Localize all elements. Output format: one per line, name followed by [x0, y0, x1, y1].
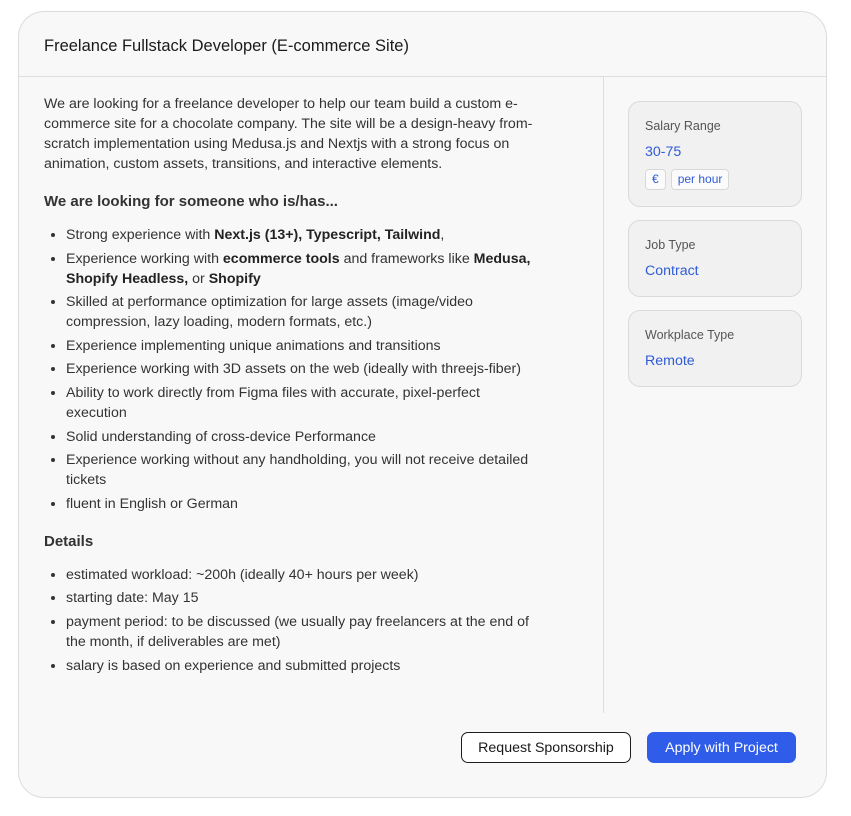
requirement-highlight: Next.js (13+), Typescript, Tailwind — [214, 227, 441, 243]
requirements-list — [44, 225, 536, 514]
requirement-item — [66, 249, 536, 289]
currency-tag: € — [645, 169, 666, 190]
requirement-item — [66, 450, 536, 490]
requirement-text: and frameworks like — [339, 250, 474, 267]
requirement-text: , — [440, 227, 445, 243]
workplace-type-label: Workplace Type — [645, 328, 735, 342]
salary-range-label: Salary Range — [645, 119, 721, 133]
requirement-text: Experience working without any handholding, you will not receive detailed tickets — [66, 452, 529, 489]
requirement-item — [66, 292, 536, 332]
job-title: Freelance Fullstack Developer (E-commerce Site) — [44, 36, 409, 55]
job-intro: We are looking for a freelance developer to help our team build a custom e-commerce site for a chocolate company. The site will be a design-heavy from-scratch implementation using Medusa.js and Nextjs with a strong focus on animation, custom assets, transitions, and interactive elements. — [44, 96, 533, 172]
requirement-text: Skilled at performance optimization for large assets (image/video compression, lazy loading, modern formats, etc.) — [66, 294, 473, 331]
requirement-text: Experience working with 3D assets on the web (ideally with threejs-fiber) — [66, 361, 521, 378]
job-type-label: Job Type — [645, 238, 696, 252]
salary-range-value: 30-75 — [645, 144, 682, 160]
detail-item: • starting date: May 15 — [66, 588, 536, 608]
details-list — [44, 565, 536, 676]
request-sponsorship-button[interactable]: Request Sponsorship — [461, 732, 631, 763]
job-body — [19, 77, 826, 713]
job-type-value: Contract — [645, 263, 699, 279]
job-type-box — [628, 220, 802, 297]
salary-tags — [645, 169, 785, 190]
requirement-item — [66, 494, 536, 514]
requirement-highlight: Medusa, Shopify Headless, — [66, 250, 531, 287]
apply-with-project-button[interactable]: Apply with Project — [647, 732, 796, 763]
job-header — [19, 12, 826, 77]
job-card — [18, 11, 827, 798]
action-bar — [19, 711, 826, 797]
detail-item: • payment period: to be discussed (we usually pay freelancers at the end of the month, if deliverables are met) — [66, 612, 536, 652]
job-sidebar — [604, 77, 826, 713]
job-description — [19, 77, 604, 713]
requirement-item — [66, 336, 536, 356]
requirement-text: Experience implementing unique animations and transitions — [66, 337, 441, 354]
requirement-text: or — [188, 270, 209, 287]
period-tag: per hour — [671, 169, 730, 190]
workplace-type-value: Remote — [645, 353, 695, 369]
requirement-item — [66, 225, 536, 245]
detail-item: • estimated workload: ~200h (ideally 40+ hours per week) — [66, 565, 536, 585]
requirement-item — [66, 383, 536, 423]
requirement-text: fluent in English or German — [66, 495, 238, 512]
requirement-text: Ability to work directly from Figma files with accurate, pixel-perfect execution — [66, 384, 480, 421]
requirements-heading: We are looking for someone who is/has... — [44, 193, 338, 210]
workplace-type-box — [628, 310, 802, 387]
requirement-item — [66, 359, 536, 379]
requirement-text: Solid understanding of cross-device Performance — [66, 428, 376, 445]
detail-item: • salary is based on experience and submitted projects — [66, 656, 536, 676]
requirement-highlight: Shopify — [208, 270, 261, 287]
requirement-item — [66, 427, 536, 447]
requirement-text: Experience working with — [66, 250, 223, 267]
requirement-highlight: ecommerce tools — [222, 250, 340, 267]
requirement-text: Strong experience with — [66, 227, 215, 243]
details-heading: Details — [44, 532, 94, 550]
salary-range-box — [628, 101, 802, 207]
